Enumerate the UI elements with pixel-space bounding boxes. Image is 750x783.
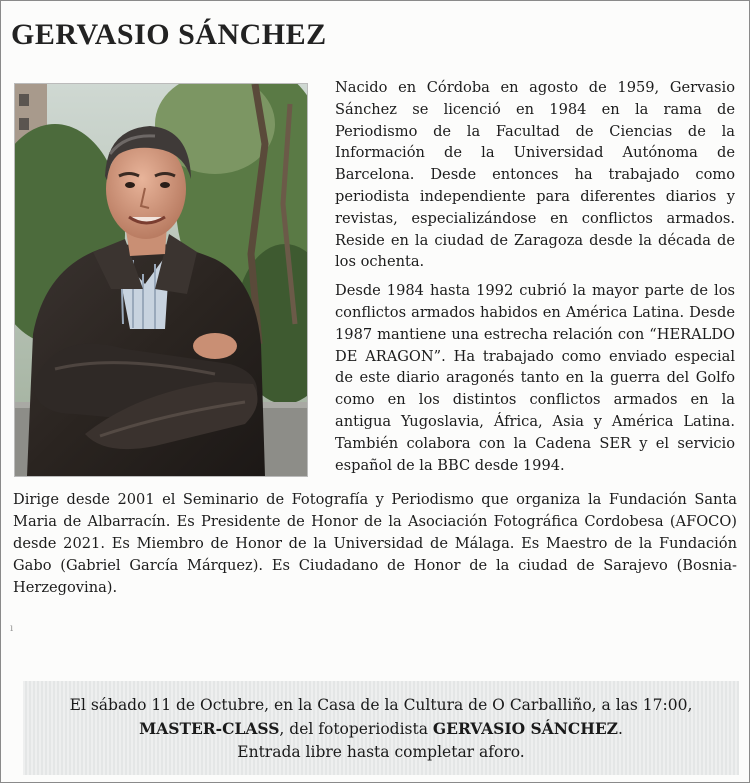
event-line-1: El sábado 11 de Octubre, en la Casa de la Cultura de O Carballiño, a las 17:00, [69, 696, 693, 714]
event-banner [23, 681, 739, 775]
page-title: GERVASIO SÁNCHEZ [11, 18, 327, 51]
photographer-name: GERVASIO SÁNCHEZ [432, 719, 618, 738]
portrait-photo [14, 83, 308, 477]
bio-paragraph-1: Nacido en Córdoba en agosto de 1959, Gervasio Sánchez se licenció en 1984 en la rama de Periodismo de la Facultad de Ciencias de la Información de la Universidad Autónoma de Barcelona. Desde entonces ha trabajado como periodista independiente para diferentes diarios y revistas, especializándose en conflictos armados. Reside en la ciudad de Zaragoza desde la década de los ochenta. [335, 79, 735, 271]
bio-paragraph-2: Desde 1984 hasta 1992 cubrió la mayor parte de los conflictos armados habidos en América Latina. Desde 1987 mantiene una estrecha relación con “HERALDO DE ARAGON”. Ha trabajado como enviado especial de este diario aragonés tanto en la guerra del Golfo como en los distintos conflictos armados en la antigua Yugoslavia, África, Asia y América Latina. También colabora con la Cadena SER y el servicio español de la BBC desde 1994. [335, 282, 735, 474]
bio-paragraph-3: Dirige desde 2001 el Seminario de Fotografía y Periodismo que organiza la Fundación Santa Maria de Albarracín. Es Presidente de Honor de la Asociación Fotográfica Cordobesa (AFOCO) desde 2021. Es Miembro de Honor de la Universidad de Málaga. Es Maestro de la Fundación Gabo (Gabriel García Márquez). Es Ciudadano de Honor de la ciudad de Sarajevo (Bosnia-Herzegovina). [13, 491, 737, 596]
portrait-illustration [15, 84, 307, 476]
masterclass-label: MASTER-CLASS [139, 719, 280, 738]
event-line-2 [23, 717, 739, 741]
biography-column [335, 77, 735, 476]
margin-mark: ı [10, 623, 14, 634]
event-line-2-end: . [618, 720, 623, 738]
event-line-2-mid: , del fotoperiodista [279, 720, 433, 738]
event-line-3: Entrada libre hasta completar aforo. [237, 743, 525, 761]
